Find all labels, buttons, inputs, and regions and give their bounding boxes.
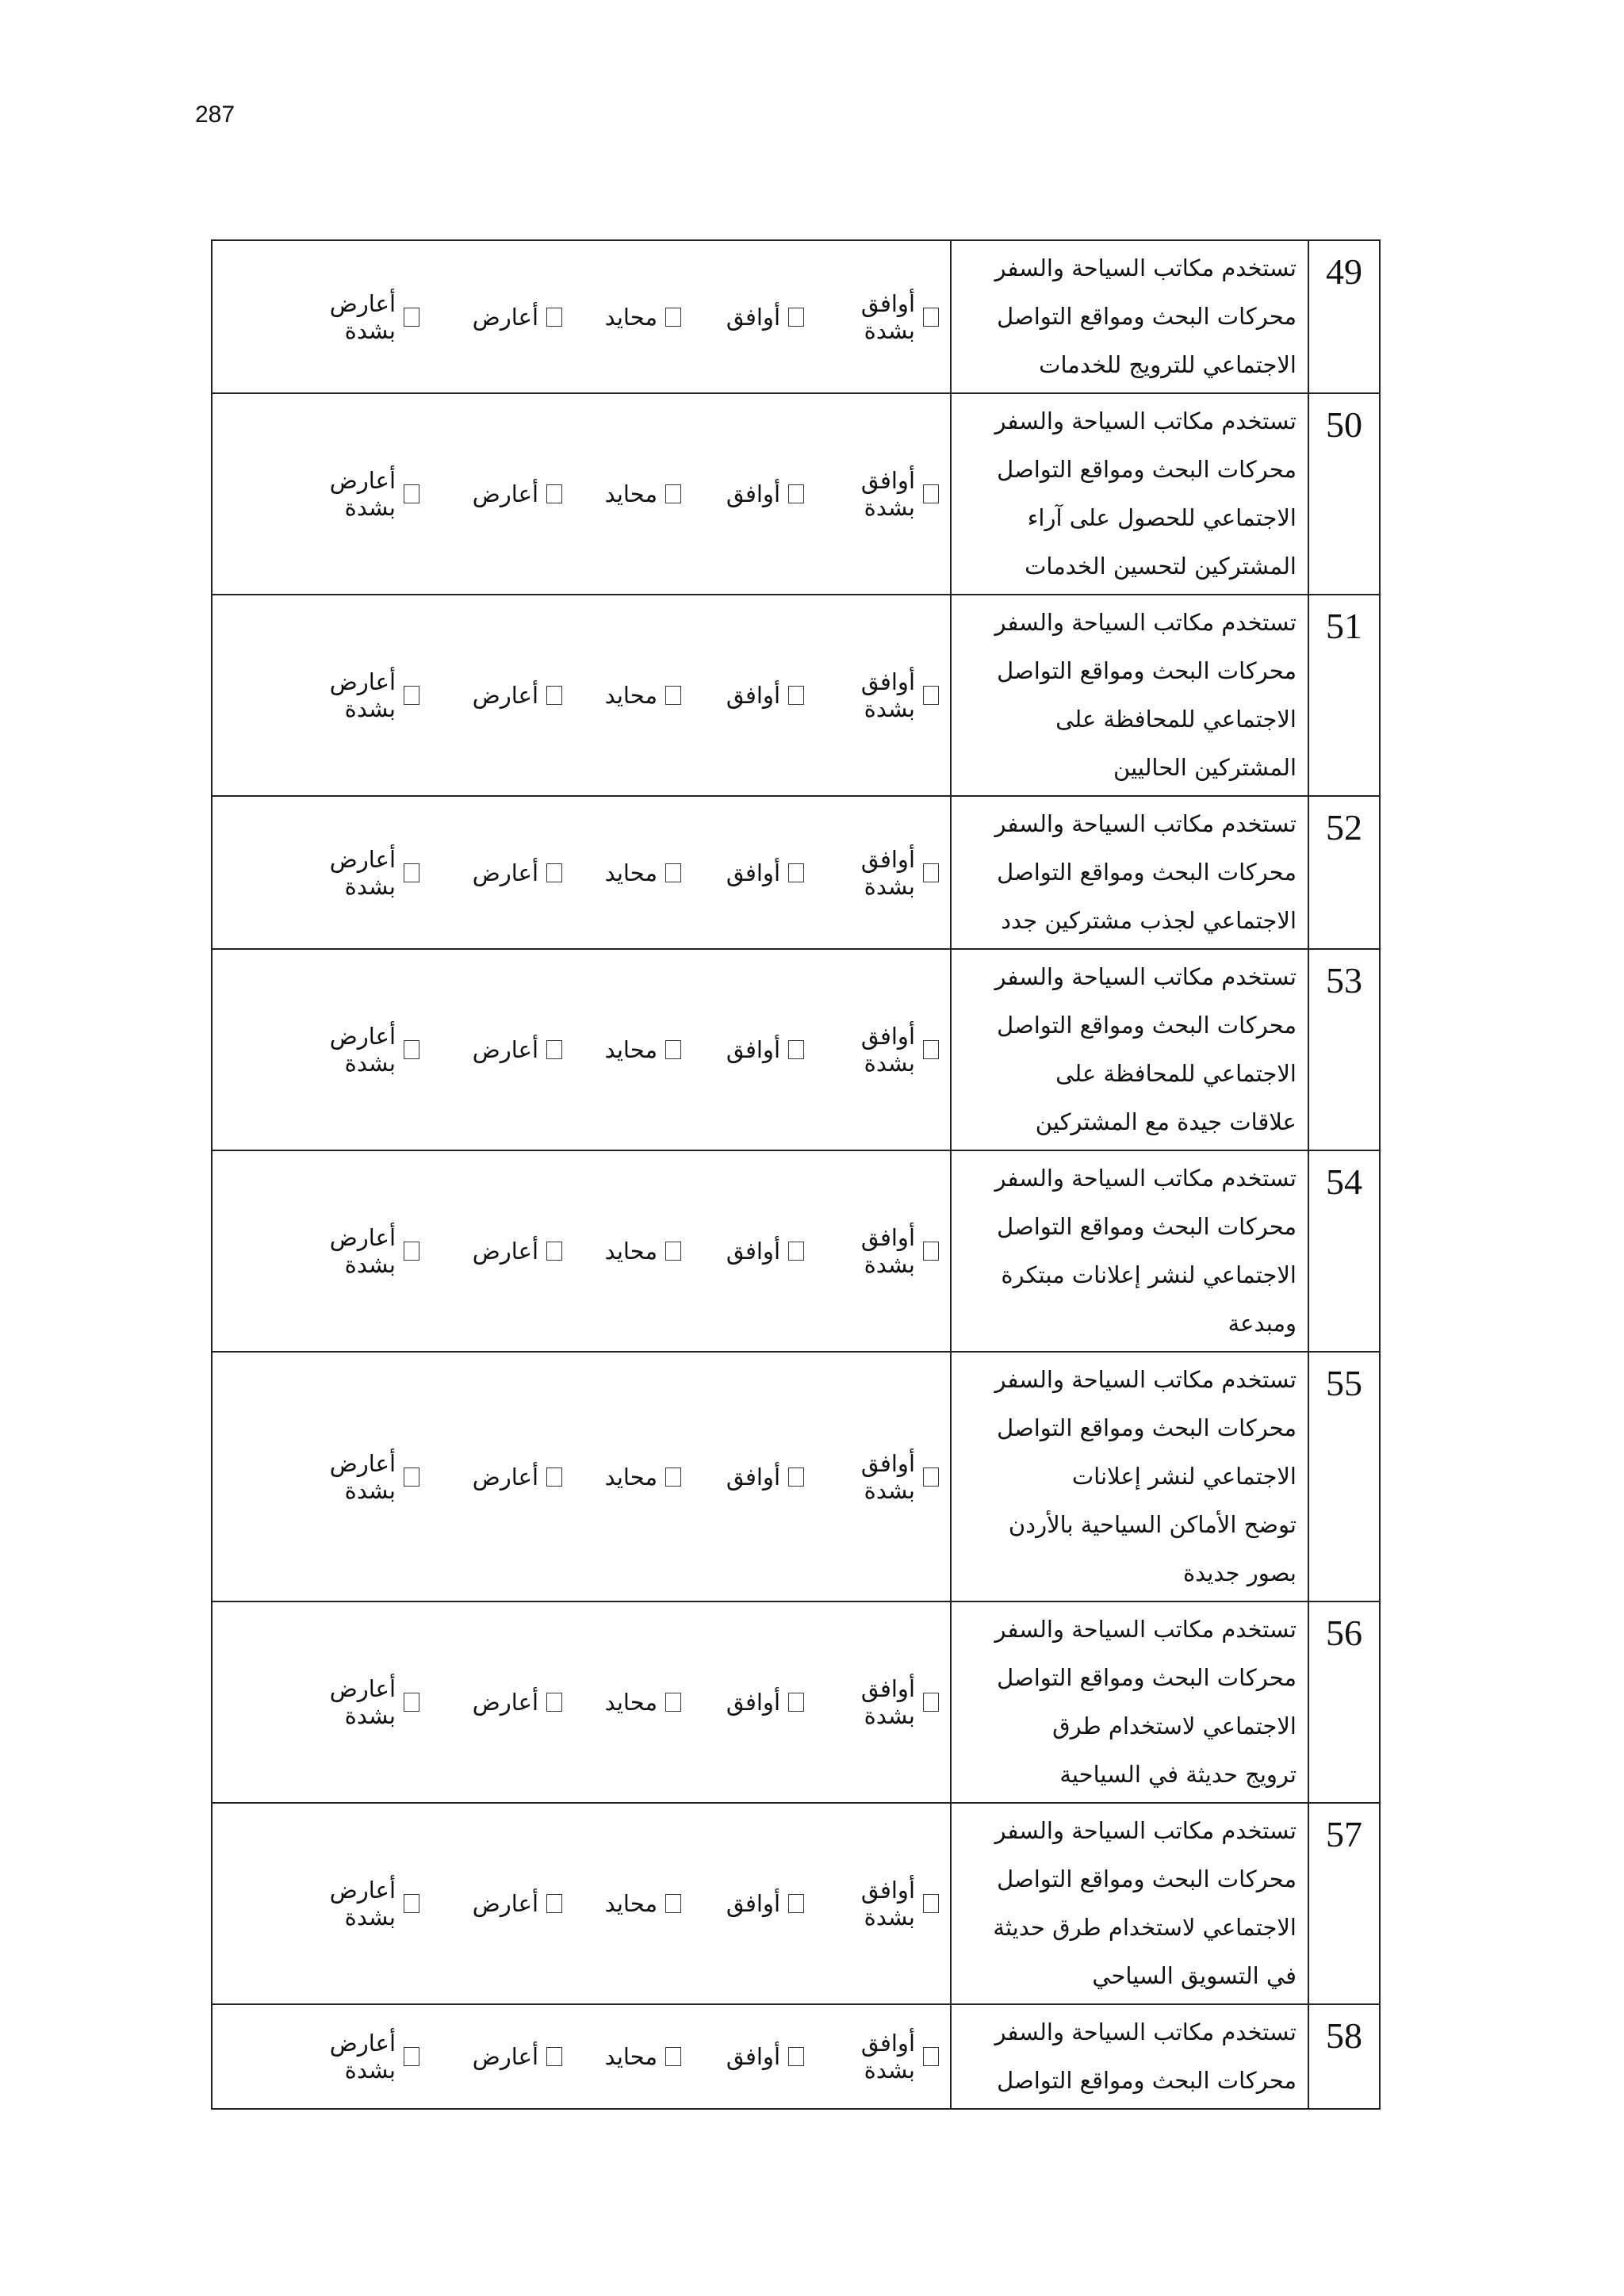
statement-line: تستخدم مكاتب السياحة والسفر	[994, 810, 1297, 837]
checkbox-icon[interactable]	[404, 484, 419, 503]
item-statement	[951, 796, 1308, 949]
statement-line: تستخدم مكاتب السياحة والسفر	[994, 408, 1297, 434]
checkbox-icon[interactable]	[788, 863, 804, 882]
item-number: 56	[1308, 1601, 1380, 1803]
statement-line: محركات البحث ومواقع التواصل	[997, 1012, 1297, 1039]
statement-line: تستخدم مكاتب السياحة والسفر	[994, 963, 1297, 990]
item-statement	[951, 949, 1308, 1150]
statement-line: المشتركين لتحسين الخدمات	[1025, 553, 1297, 580]
likert-option[interactable]	[681, 467, 804, 521]
checkbox-icon[interactable]	[788, 2047, 804, 2066]
checkbox-icon[interactable]	[923, 686, 939, 705]
checkbox-icon[interactable]	[665, 686, 681, 705]
option-label: أعارض	[472, 1890, 538, 1917]
statement-line: الاجتماعي لجذب مشتركين جدد	[1001, 907, 1297, 934]
checkbox-icon[interactable]	[923, 1693, 939, 1712]
option-label: محايد	[604, 480, 657, 507]
likert-option[interactable]	[277, 467, 419, 521]
likert-option[interactable]	[277, 1450, 419, 1504]
likert-option[interactable]	[681, 668, 804, 722]
statement-line: المشتركين الحاليين	[1113, 754, 1297, 781]
option-label: أعارض بشدة	[329, 2030, 396, 2084]
item-statement	[951, 595, 1308, 796]
option-label: أوافق	[726, 1689, 780, 1716]
option-label: أعارض بشدة	[329, 845, 396, 900]
statement-line: في التسويق السياحي	[1092, 1962, 1297, 1989]
option-label: أعارض بشدة	[329, 1877, 396, 1931]
checkbox-icon[interactable]	[546, 1468, 562, 1487]
table-row	[212, 1601, 1380, 1803]
likert-option[interactable]	[277, 668, 419, 722]
statement-line: تستخدم مكاتب السياحة والسفر	[994, 609, 1297, 636]
checkbox-icon[interactable]	[404, 1894, 419, 1913]
likert-options	[212, 1803, 951, 2004]
checkbox-icon[interactable]	[404, 1040, 419, 1059]
statement-line: تستخدم مكاتب السياحة والسفر	[994, 1366, 1297, 1393]
item-number: 52	[1308, 796, 1380, 949]
checkbox-icon[interactable]	[665, 1468, 681, 1487]
checkbox-icon[interactable]	[546, 2047, 562, 2066]
item-number: 55	[1308, 1352, 1380, 1601]
option-label: محايد	[604, 1890, 657, 1917]
option-label: أعارض	[472, 859, 538, 886]
likert-option[interactable]	[277, 2030, 419, 2084]
table-row	[212, 2004, 1380, 2109]
checkbox-icon[interactable]	[665, 1693, 681, 1712]
likert-option[interactable]	[419, 1450, 562, 1504]
likert-option[interactable]	[419, 668, 562, 722]
likert-option[interactable]	[804, 1877, 939, 1931]
statement-line: محركات البحث ومواقع التواصل	[997, 859, 1297, 886]
likert-option[interactable]	[277, 846, 419, 900]
option-label: أعارض	[472, 1689, 538, 1716]
option-label: محايد	[604, 682, 657, 709]
checkbox-icon[interactable]	[546, 863, 562, 882]
likert-option[interactable]	[277, 290, 419, 344]
likert-option[interactable]	[277, 1877, 419, 1931]
table-row	[212, 595, 1380, 796]
option-label: أوافق	[726, 1238, 780, 1265]
statement-line: تستخدم مكاتب السياحة والسفر	[994, 1165, 1297, 1192]
checkbox-icon[interactable]	[665, 1040, 681, 1059]
likert-option[interactable]	[419, 290, 562, 344]
option-label: أوافق بشدة	[860, 2030, 915, 2084]
likert-option[interactable]	[562, 1450, 681, 1504]
checkbox-icon[interactable]	[404, 1242, 419, 1261]
likert-options	[212, 393, 951, 595]
likert-option[interactable]	[562, 2030, 681, 2084]
likert-option[interactable]	[277, 1224, 419, 1278]
option-label: محايد	[604, 1463, 657, 1490]
likert-option[interactable]	[562, 1877, 681, 1931]
option-label: أوافق بشدة	[860, 1449, 915, 1504]
checkbox-icon[interactable]	[788, 484, 804, 503]
likert-options	[212, 240, 951, 393]
checkbox-icon[interactable]	[665, 863, 681, 882]
checkbox-icon[interactable]	[788, 1242, 804, 1261]
likert-options	[212, 949, 951, 1150]
table-row	[212, 1352, 1380, 1601]
option-label: أوافق بشدة	[860, 289, 915, 344]
option-label: محايد	[604, 1238, 657, 1265]
likert-option[interactable]	[562, 1224, 681, 1278]
item-statement	[951, 1352, 1308, 1601]
item-number: 54	[1308, 1150, 1380, 1352]
checkbox-icon[interactable]	[923, 2047, 939, 2066]
checkbox-icon[interactable]	[546, 1894, 562, 1913]
likert-option[interactable]	[804, 1023, 939, 1077]
page-number: 287	[195, 101, 236, 128]
statement-line: الاجتماعي لاستخدام طرق حديثة	[993, 1914, 1297, 1941]
option-label: أوافق بشدة	[860, 1877, 915, 1931]
likert-option[interactable]	[419, 467, 562, 521]
checkbox-icon[interactable]	[404, 1468, 419, 1487]
statement-line: تستخدم مكاتب السياحة والسفر	[994, 1817, 1297, 1844]
option-label: أوافق	[726, 480, 780, 507]
checkbox-icon[interactable]	[404, 2047, 419, 2066]
likert-options	[212, 1601, 951, 1803]
checkbox-icon[interactable]	[546, 1242, 562, 1261]
likert-option[interactable]	[419, 1023, 562, 1077]
statement-line: الاجتماعي لنشر إعلانات	[1071, 1463, 1297, 1490]
option-label: أعارض	[472, 1463, 538, 1490]
checkbox-icon[interactable]	[546, 1040, 562, 1059]
likert-option[interactable]	[277, 1675, 419, 1729]
table-row	[212, 1150, 1380, 1352]
statement-line: الاجتماعي لاستخدام طرق	[1052, 1712, 1297, 1739]
statement-line: تستخدم مكاتب السياحة والسفر	[994, 1616, 1297, 1643]
item-statement	[951, 393, 1308, 595]
statement-line: بصور جديدة	[1182, 1559, 1297, 1586]
likert-option[interactable]	[681, 1023, 804, 1077]
statement-line: الاجتماعي للمحافظة على	[1055, 706, 1297, 733]
likert-option[interactable]	[681, 846, 804, 900]
option-label: أعارض	[472, 2043, 538, 2070]
likert-option[interactable]	[804, 467, 939, 521]
likert-option[interactable]	[681, 1877, 804, 1931]
checkbox-icon[interactable]	[546, 308, 562, 327]
statement-line: علاقات جيدة مع المشتركين	[1035, 1108, 1297, 1135]
option-label: محايد	[604, 1689, 657, 1716]
statement-line: محركات البحث ومواقع التواصل	[997, 1414, 1297, 1441]
option-label: أوافق بشدة	[860, 1224, 915, 1278]
table-row	[212, 949, 1380, 1150]
checkbox-icon[interactable]	[665, 1242, 681, 1261]
option-label: أعارض بشدة	[329, 1449, 396, 1504]
checkbox-icon[interactable]	[923, 1040, 939, 1059]
table-row	[212, 796, 1380, 949]
likert-option[interactable]	[804, 1675, 939, 1729]
likert-option[interactable]	[804, 2030, 939, 2084]
statement-line: الاجتماعي لنشر إعلانات مبتكرة	[1001, 1261, 1297, 1288]
statement-line: محركات البحث ومواقع التواصل	[997, 1213, 1297, 1240]
likert-option[interactable]	[419, 1675, 562, 1729]
statement-line: محركات البحث ومواقع التواصل	[997, 657, 1297, 684]
option-label: أعارض بشدة	[329, 668, 396, 722]
likert-option[interactable]	[562, 467, 681, 521]
checkbox-icon[interactable]	[546, 686, 562, 705]
option-label: أعارض	[472, 682, 538, 709]
item-number: 57	[1308, 1803, 1380, 2004]
item-number: 58	[1308, 2004, 1380, 2109]
likert-options	[212, 1352, 951, 1601]
option-label: أعارض بشدة	[329, 1675, 396, 1729]
checkbox-icon[interactable]	[788, 686, 804, 705]
checkbox-icon[interactable]	[665, 1894, 681, 1913]
likert-option[interactable]	[681, 1675, 804, 1729]
checkbox-icon[interactable]	[923, 1468, 939, 1487]
option-label: أوافق	[726, 1036, 780, 1063]
statement-line: محركات البحث ومواقع التواصل	[997, 303, 1297, 330]
statement-line: تستخدم مكاتب السياحة والسفر	[994, 2019, 1297, 2045]
statement-line: محركات البحث ومواقع التواصل	[997, 456, 1297, 483]
statement-line: ترويج حديثة في السياحية	[1059, 1761, 1297, 1788]
likert-option[interactable]	[804, 1450, 939, 1504]
table-row	[212, 393, 1380, 595]
likert-option[interactable]	[562, 668, 681, 722]
option-label: أوافق	[726, 2043, 780, 2070]
option-label: أعارض بشدة	[329, 1023, 396, 1077]
checkbox-icon[interactable]	[788, 1693, 804, 1712]
likert-option[interactable]	[419, 2030, 562, 2084]
checkbox-icon[interactable]	[923, 308, 939, 327]
item-statement	[951, 1150, 1308, 1352]
checkbox-icon[interactable]	[923, 1242, 939, 1261]
checkbox-icon[interactable]	[546, 484, 562, 503]
likert-option[interactable]	[562, 846, 681, 900]
checkbox-icon[interactable]	[404, 308, 419, 327]
option-label: أوافق	[726, 1463, 780, 1490]
statement-line: توضح الأماكن السياحية بالأردن	[1008, 1511, 1297, 1538]
option-label: أوافق بشدة	[860, 1023, 915, 1077]
item-statement	[951, 1803, 1308, 2004]
option-label: محايد	[604, 859, 657, 886]
item-statement	[951, 2004, 1308, 2109]
likert-option[interactable]	[419, 1224, 562, 1278]
likert-option[interactable]	[562, 290, 681, 344]
statement-line: محركات البحث ومواقع التواصل	[997, 1866, 1297, 1892]
likert-options	[212, 2004, 951, 2109]
statement-line: محركات البحث ومواقع التواصل	[997, 2067, 1297, 2094]
option-label: أوافق	[726, 859, 780, 886]
likert-option[interactable]	[681, 290, 804, 344]
checkbox-icon[interactable]	[404, 686, 419, 705]
checkbox-icon[interactable]	[923, 863, 939, 882]
option-label: أعارض بشدة	[329, 1224, 396, 1278]
likert-option[interactable]	[419, 1877, 562, 1931]
statement-line: الاجتماعي للحصول على آراء	[1027, 504, 1297, 531]
checkbox-icon[interactable]	[404, 863, 419, 882]
statement-line: محركات البحث ومواقع التواصل	[997, 1664, 1297, 1691]
item-number: 53	[1308, 949, 1380, 1150]
checkbox-icon[interactable]	[665, 484, 681, 503]
checkbox-icon[interactable]	[923, 484, 939, 503]
likert-option[interactable]	[681, 1224, 804, 1278]
statement-line: ومبدعة	[1228, 1310, 1297, 1337]
option-label: أعارض	[472, 303, 538, 331]
checkbox-icon[interactable]	[788, 1468, 804, 1487]
option-label: محايد	[604, 303, 657, 331]
statement-line: تستخدم مكاتب السياحة والسفر	[994, 254, 1297, 281]
checkbox-icon[interactable]	[404, 1693, 419, 1712]
likert-option[interactable]	[681, 1450, 804, 1504]
option-label: أعارض	[472, 1238, 538, 1265]
option-label: محايد	[604, 2043, 657, 2070]
likert-options	[212, 595, 951, 796]
likert-option[interactable]	[419, 846, 562, 900]
statement-line: الاجتماعي للترويج للخدمات	[1039, 351, 1297, 378]
likert-option[interactable]	[562, 1675, 681, 1729]
checkbox-icon[interactable]	[788, 1040, 804, 1059]
checkbox-icon[interactable]	[546, 1693, 562, 1712]
option-label: أوافق بشدة	[860, 845, 915, 900]
item-number: 50	[1308, 393, 1380, 595]
statement-line: الاجتماعي للمحافظة على	[1055, 1060, 1297, 1087]
item-number: 49	[1308, 240, 1380, 393]
checkbox-icon[interactable]	[665, 2047, 681, 2066]
option-label: أوافق بشدة	[860, 467, 915, 521]
likert-options	[212, 796, 951, 949]
likert-option[interactable]	[562, 1023, 681, 1077]
checkbox-icon[interactable]	[788, 1894, 804, 1913]
likert-options	[212, 1150, 951, 1352]
likert-option[interactable]	[804, 1224, 939, 1278]
option-label: أوافق	[726, 682, 780, 709]
option-label: أعارض	[472, 480, 538, 507]
checkbox-icon[interactable]	[788, 308, 804, 327]
option-label: أوافق	[726, 303, 780, 331]
option-label: أعارض	[472, 1036, 538, 1063]
item-statement	[951, 1601, 1308, 1803]
likert-option[interactable]	[277, 1023, 419, 1077]
option-label: أعارض بشدة	[329, 467, 396, 521]
option-label: أوافق بشدة	[860, 1675, 915, 1729]
likert-option[interactable]	[804, 668, 939, 722]
option-label: أعارض بشدة	[329, 289, 396, 344]
checkbox-icon[interactable]	[665, 308, 681, 327]
likert-option[interactable]	[681, 2030, 804, 2084]
likert-option[interactable]	[804, 846, 939, 900]
option-label: محايد	[604, 1036, 657, 1063]
option-label: أوافق بشدة	[860, 668, 915, 722]
item-number: 51	[1308, 595, 1380, 796]
option-label: أوافق	[726, 1890, 780, 1917]
table-row	[212, 1803, 1380, 2004]
survey-table	[211, 239, 1381, 2110]
checkbox-icon[interactable]	[923, 1894, 939, 1913]
table-row	[212, 240, 1380, 393]
item-statement	[951, 240, 1308, 393]
likert-option[interactable]	[804, 290, 939, 344]
